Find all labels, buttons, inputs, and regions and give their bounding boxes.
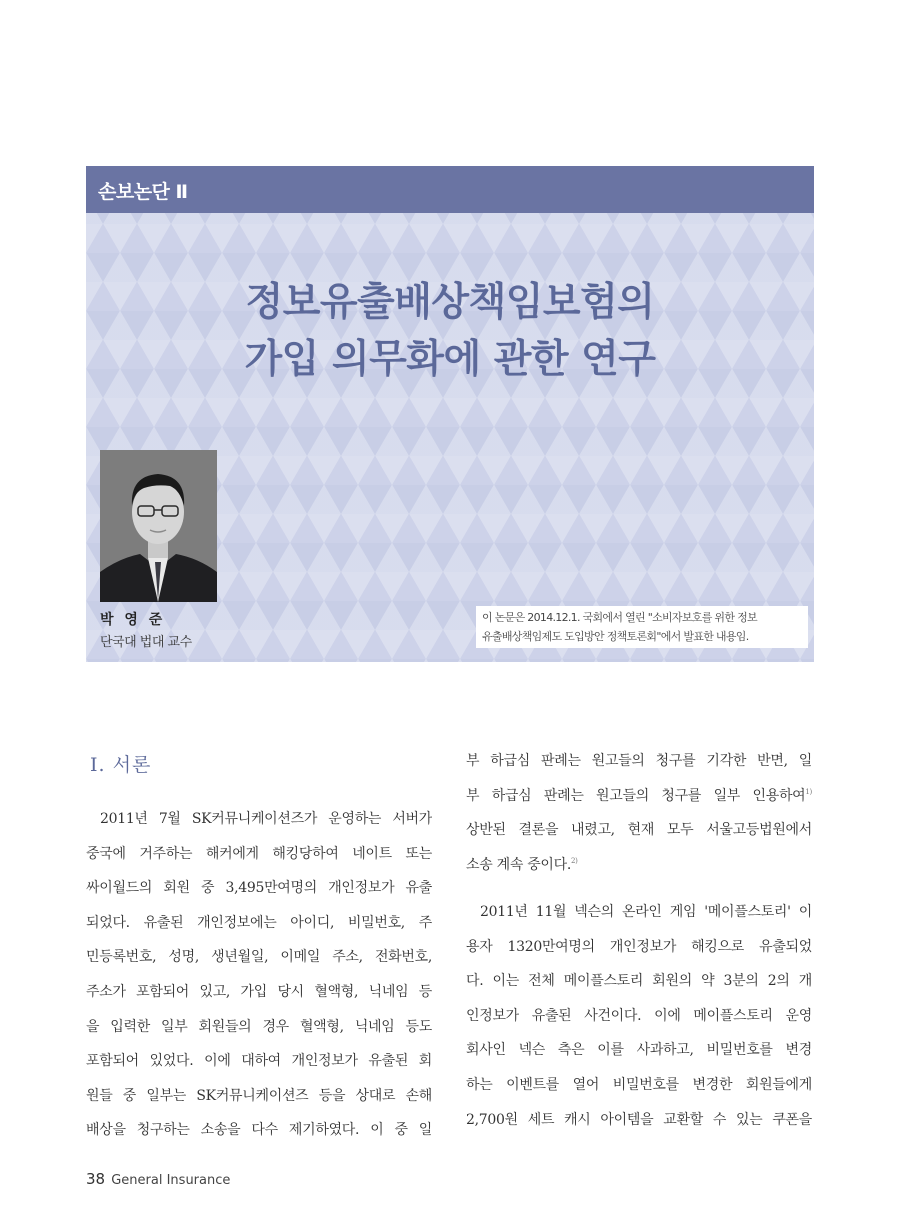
body-line: 을 입력한 일부 회원들의 경우 혈액형, 닉네임 등도 [86, 1018, 432, 1035]
section-bar [86, 166, 814, 213]
author-name: 박 영 준 [100, 612, 166, 628]
body-line: 다. 이는 전체 메이플스토리 회원의 약 3분의 2의 개 [466, 973, 812, 990]
body-line: 상반된 결론을 내렸고, 현재 모두 서울고등법원에서 [466, 822, 812, 839]
body-line: 민등록번호, 성명, 생년월일, 이메일 주소, 전화번호, [86, 949, 432, 966]
body-line: 2,700원 세트 캐시 아이템을 교환할 수 있는 쿠폰을 [466, 1111, 812, 1128]
body-line: 중국에 거주하는 해커에게 해킹당하여 네이트 또는 [86, 845, 432, 862]
footnote-mark-1[interactable]: 1) [805, 787, 812, 796]
body-line: 회사인 넥슨 측은 이를 사과하고, 비밀번호를 변경 [466, 1042, 812, 1059]
body-line-text: 소송 계속 중이다. [466, 856, 572, 873]
body-line: 부 하급심 판례는 원고들의 청구를 기각한 반면, 일 [466, 753, 812, 769]
body-line: 용자 1320만여명의 개인정보가 해킹으로 유출되었 [466, 938, 812, 955]
body-line: 2011년 11월 넥슨의 온라인 게임 '메이플스토리' 이 [480, 904, 812, 920]
body-line-with-footnote [466, 779, 812, 814]
magazine-name: General Insurance [111, 1173, 231, 1188]
body-line: 싸이월드의 회원 중 3,495만여명의 개인정보가 유출 [86, 880, 432, 897]
article-title [86, 274, 814, 388]
page-number: 38 [86, 1170, 106, 1188]
body-line-with-footnote [466, 848, 812, 883]
body-line: 주소가 포함되어 있고, 가입 당시 혈액형, 닉네임 등 [86, 983, 432, 1000]
article-banner [86, 166, 814, 662]
footnote-mark-2[interactable]: 2) [571, 856, 578, 865]
title-line-1: 정보유출배상책임보험의 [245, 280, 655, 325]
title-line-2: 가입 의무화에 관한 연구 [244, 337, 656, 382]
body-line: 하는 이벤트를 열어 비밀번호를 변경한 회원들에게 [466, 1076, 812, 1093]
body-line: 인정보가 유출된 사건이다. 이에 메이플스토리 운영 [466, 1007, 812, 1024]
author-affiliation: 단국대 법대 교수 [100, 635, 192, 650]
body-line: 배상을 청구하는 소송을 다수 제기하였다. 이 중 일 [86, 1122, 432, 1139]
author-photo [100, 450, 217, 602]
body-line-text: 부 하급심 판례는 원고들의 청구를 일부 인용하여 [466, 787, 806, 804]
right-column-top [466, 744, 812, 882]
body-line: 2011년 7월 SK커뮤니케이션즈가 운영하는 서버가 [100, 811, 432, 827]
presentation-note [476, 606, 808, 648]
right-column-bottom [466, 895, 812, 1137]
author-portrait-image [100, 450, 217, 602]
body-line: 원들 중 일부는 SK커뮤니케이션즈 등을 상대로 손해 [86, 1087, 432, 1104]
note-line-2: 유출배상책임제도 도입방안 정책토론회"에서 발표한 내용임. [482, 630, 749, 643]
body-line: 포함되어 있었다. 이에 대하여 개인정보가 유출된 회 [86, 1053, 432, 1070]
body-line: 되었다. 유출된 개인정보에는 아이디, 비밀번호, 주 [86, 914, 432, 931]
left-column [86, 802, 432, 1148]
section-heading: Ⅰ. 서론 [90, 754, 152, 776]
note-line-1: 이 논문은 2014.12.1. 국회에서 열린 "소비자보호를 위한 정보 [482, 611, 757, 624]
section-label: 손보논단 Ⅱ [98, 181, 188, 203]
page-footer [86, 1170, 230, 1188]
